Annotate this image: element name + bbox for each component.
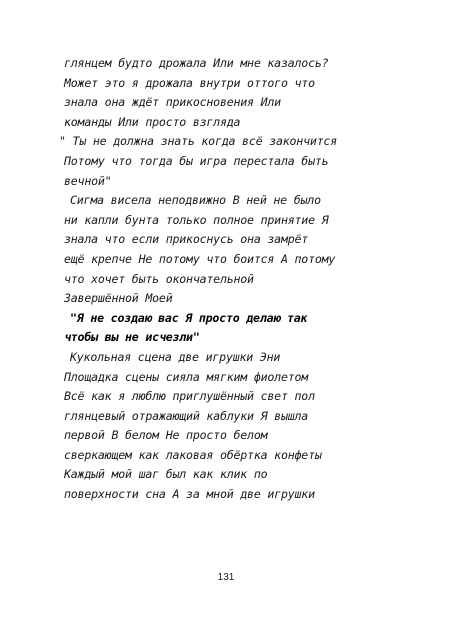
page-number: 131 — [217, 572, 235, 583]
text-line: глянцевый отражающий каблуки Я вышла — [64, 408, 309, 423]
paragraph-start-line: Кукольная сцена две игрушки Эни — [70, 349, 281, 364]
text-line: что хочет быть окончательной — [64, 271, 254, 286]
bold-quote-line: "Я не создаю вас Я просто делаю так — [70, 310, 308, 325]
text-line: Площадка сцены сияла мягким фиолетом — [64, 369, 309, 384]
text-line: глянцем будто дрожала Или мне казалось? — [64, 56, 329, 70]
text-line: знала она ждёт прикосновения Или — [64, 95, 281, 110]
text-line: ещё крепче Не потому что боится А потому — [64, 251, 336, 266]
paragraph-start-line: Сигма висела неподвижно В ней не было — [70, 193, 321, 208]
text-line: Всё как я люблю приглушённый свет пол — [64, 389, 315, 404]
text-line: знала что если прикоснусь она замрёт — [64, 232, 309, 247]
text-line: Может это я дрожала внутри оттого что — [64, 75, 315, 90]
text-line: Потому что тогда бы игра перестала быть — [64, 153, 329, 168]
text-line: ни капли бунта только полное принятие Я — [64, 212, 329, 227]
text-line: первой В белом Не просто белом — [64, 428, 268, 443]
text-line: команды Или просто взгляда — [64, 114, 241, 129]
text-line: Завершённой Моей — [64, 291, 173, 306]
text-line: сверкающем как лаковая обёртка конфеты — [64, 447, 322, 462]
text-line: вечной" — [64, 173, 112, 188]
text-line: поверхности сна А за мной две игрушки — [64, 487, 315, 502]
body-text — [59, 54, 384, 505]
text-line: Каждый мой шаг был как клик по — [64, 467, 268, 482]
dialogue-line: " Ты не должна знать когда всё закончится — [59, 134, 337, 149]
bold-quote-line: чтобы вы не исчезли" — [64, 330, 200, 345]
